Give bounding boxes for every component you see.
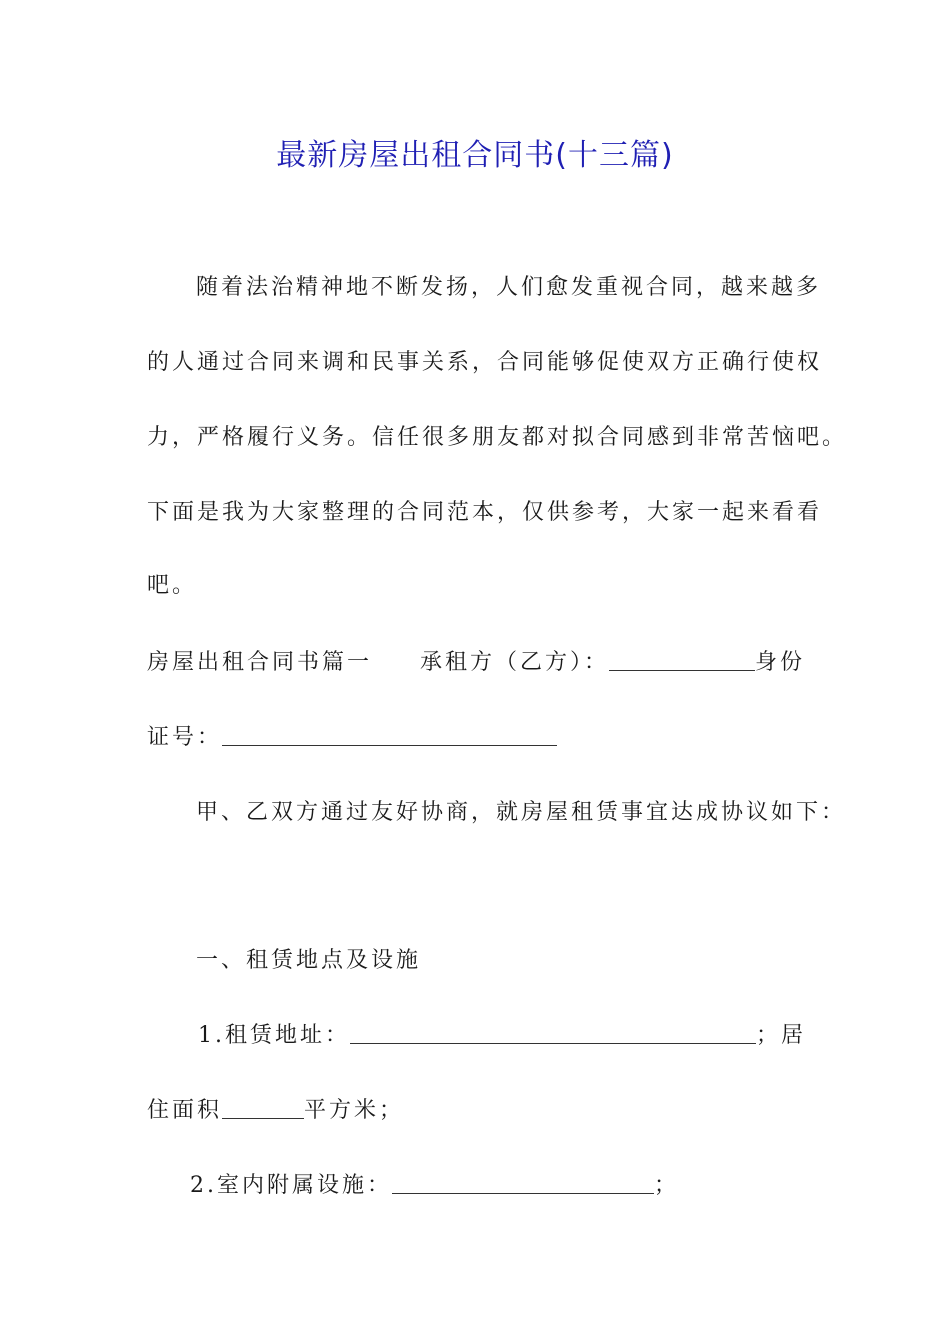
document-title: 最新房屋出租合同书(十三篇) (276, 138, 674, 173)
item1-suffix: ；居 (756, 1023, 807, 1048)
area-blank (222, 1096, 304, 1119)
intro-line-1: 随着法治精神地不断发扬，人们愈发重视合同，越来越多 (196, 275, 822, 300)
item1-cont-line (147, 1093, 404, 1124)
area-unit: 平方米； (304, 1098, 405, 1123)
tenant-name-blank (609, 648, 755, 671)
intro-line-3: 力，严格履行义务。信任很多朋友都对拟合同感到非常苦恼吧。 (147, 425, 848, 450)
id-label-part1: 身份 (755, 650, 806, 675)
agreement-line: 甲、乙双方通过友好协商，就房屋租赁事宜达成协议如下： (196, 800, 847, 825)
intro-line-2: 的人通过合同来调和民事关系，合同能够促使双方正确行使权 (147, 350, 823, 375)
item2-suffix: ； (654, 1173, 680, 1198)
tenant-label: 承租方（乙方）： (420, 650, 610, 675)
intro-line-5: 吧。 (147, 573, 198, 598)
item2-line (190, 1168, 679, 1199)
item1-line (198, 1018, 806, 1049)
chapter-heading: 房屋出租合同书篇一 (147, 650, 373, 675)
address-blank (350, 1021, 756, 1044)
section1-heading: 一、租赁地点及设施 (196, 948, 422, 973)
facilities-blank (392, 1171, 654, 1194)
chapter-line (147, 645, 805, 676)
area-label: 住面积 (147, 1098, 223, 1123)
item2-label: 2.室内附属设施： (190, 1173, 392, 1198)
id-label-part2: 证号： (147, 725, 223, 750)
item1-label: 1.租赁地址： (198, 1023, 350, 1048)
id-number-blank (222, 723, 557, 746)
intro-line-4: 下面是我为大家整理的合同范本，仅供参考，大家一起来看看 (147, 500, 823, 525)
id-line (147, 720, 557, 751)
